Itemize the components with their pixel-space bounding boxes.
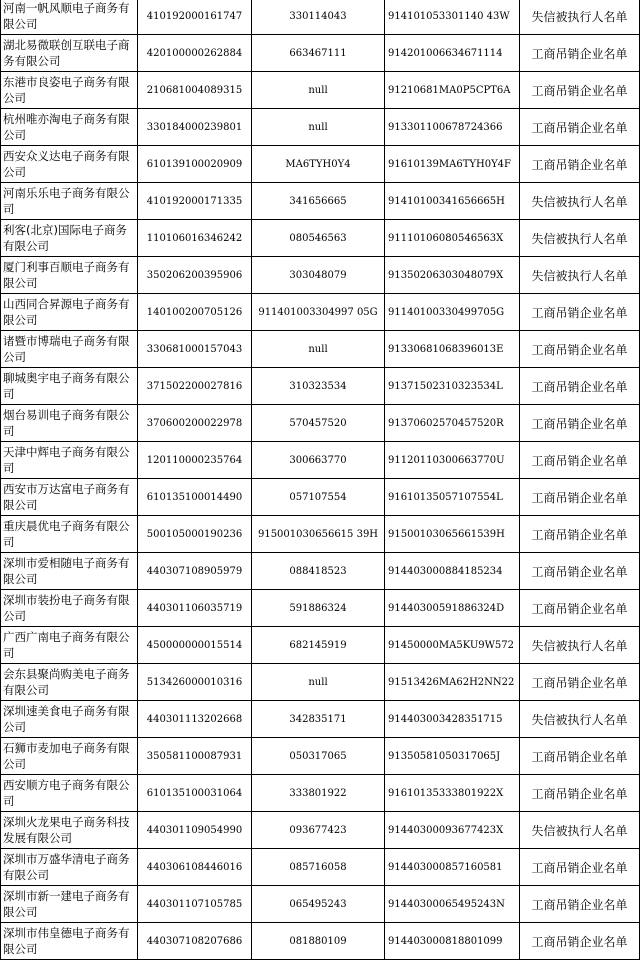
list-status-cell: 失信被执行人名单 <box>520 0 640 35</box>
organization-code-cell: 915001030656615 39H <box>252 516 385 553</box>
table-row <box>1 775 640 812</box>
table-row <box>1 294 640 331</box>
registration-number-cell: 330681000157043 <box>138 331 252 368</box>
list-status-cell: 工商吊销企业名单 <box>520 368 640 405</box>
credit-code-cell: 91450000MA5KU9W572 <box>385 627 520 664</box>
organization-code-cell: 057107554 <box>252 479 385 516</box>
registration-number-cell: 420100000262884 <box>138 35 252 72</box>
company-table-body <box>1 0 640 960</box>
list-status-cell: 工商吊销企业名单 <box>520 479 640 516</box>
list-status-cell: 工商吊销企业名单 <box>520 442 640 479</box>
credit-code-cell: 91110106080546563X <box>385 220 520 257</box>
credit-code-cell: 91440300591886324D <box>385 590 520 627</box>
company-name-cell: 深圳市万盛华清电子商务有限公司 <box>1 849 138 886</box>
table-row <box>1 72 640 109</box>
organization-code-cell: null <box>252 664 385 701</box>
credit-code-cell: 91330681068396013E <box>385 331 520 368</box>
credit-code-cell: 91610139MA6TYH0Y4F <box>385 146 520 183</box>
organization-code-cell: 342835171 <box>252 701 385 738</box>
list-status-cell: 工商吊销企业名单 <box>520 146 640 183</box>
table-row <box>1 183 640 220</box>
registration-number-cell: 350581100087931 <box>138 738 252 775</box>
list-status-cell: 工商吊销企业名单 <box>520 553 640 590</box>
organization-code-cell: MA6TYH0Y4 <box>252 146 385 183</box>
registration-number-cell: 140100200705126 <box>138 294 252 331</box>
company-name-cell: 山西同合昇源电子商务有限公司 <box>1 294 138 331</box>
table-row <box>1 479 640 516</box>
organization-code-cell: 081880109 <box>252 923 385 960</box>
organization-code-cell: 050317065 <box>252 738 385 775</box>
table-row <box>1 257 640 294</box>
table-row <box>1 220 640 257</box>
registration-number-cell: 371502200027816 <box>138 368 252 405</box>
credit-code-cell: 91410100341656665H <box>385 183 520 220</box>
table-row <box>1 886 640 923</box>
organization-code-cell: 330114043 <box>252 0 385 35</box>
registration-number-cell: 440307108905979 <box>138 553 252 590</box>
company-name-cell: 厦门利事百顺电子商务有限公司 <box>1 257 138 294</box>
organization-code-cell: 080546563 <box>252 220 385 257</box>
registration-number-cell: 610135100031064 <box>138 775 252 812</box>
list-status-cell: 失信被执行人名单 <box>520 812 640 849</box>
list-status-cell: 失信被执行人名单 <box>520 701 640 738</box>
table-row <box>1 331 640 368</box>
company-name-cell: 西安顺方电子商务有限公司 <box>1 775 138 812</box>
list-status-cell: 工商吊销企业名单 <box>520 590 640 627</box>
credit-code-cell: 91500103065661539H <box>385 516 520 553</box>
registration-number-cell: 440307108207686 <box>138 923 252 960</box>
list-status-cell: 工商吊销企业名单 <box>520 923 640 960</box>
credit-code-cell: 91120110300663770U <box>385 442 520 479</box>
list-status-cell: 工商吊销企业名单 <box>520 849 640 886</box>
credit-code-cell: 91350581050317065J <box>385 738 520 775</box>
list-status-cell: 工商吊销企业名单 <box>520 294 640 331</box>
organization-code-cell: null <box>252 72 385 109</box>
company-name-cell: 利客(北京)国际电子商务有限公司 <box>1 220 138 257</box>
registration-number-cell: 450000000015514 <box>138 627 252 664</box>
organization-code-cell: null <box>252 109 385 146</box>
list-status-cell: 工商吊销企业名单 <box>520 516 640 553</box>
registration-number-cell: 330184000239801 <box>138 109 252 146</box>
registration-number-cell: 370600200022978 <box>138 405 252 442</box>
company-name-cell: 天津中辉电子商务有限公司 <box>1 442 138 479</box>
company-name-cell: 深圳速美食电子商务有限公司 <box>1 701 138 738</box>
credit-code-cell: 914403000857160581 <box>385 849 520 886</box>
registration-number-cell: 440301106035719 <box>138 590 252 627</box>
table-row <box>1 812 640 849</box>
organization-code-cell: null <box>252 331 385 368</box>
credit-code-cell: 91371502310323534L <box>385 368 520 405</box>
table-row <box>1 516 640 553</box>
organization-code-cell: 300663770 <box>252 442 385 479</box>
list-status-cell: 工商吊销企业名单 <box>520 405 640 442</box>
company-name-cell: 河南一帆风顺电子商务有限公司 <box>1 0 138 35</box>
list-status-cell: 失信被执行人名单 <box>520 220 640 257</box>
organization-code-cell: 911401003304997 05G <box>252 294 385 331</box>
list-status-cell: 失信被执行人名单 <box>520 627 640 664</box>
table-row <box>1 701 640 738</box>
list-status-cell: 工商吊销企业名单 <box>520 35 640 72</box>
organization-code-cell: 093677423 <box>252 812 385 849</box>
company-name-cell: 杭州唯亦淘电子商务有限公司 <box>1 109 138 146</box>
company-name-cell: 深圳市装扮电子商务有限公司 <box>1 590 138 627</box>
organization-code-cell: 663467111 <box>252 35 385 72</box>
organization-code-cell: 333801922 <box>252 775 385 812</box>
registration-number-cell: 440301113202668 <box>138 701 252 738</box>
credit-code-cell: 91440300065495243N <box>385 886 520 923</box>
registration-number-cell: 210681004089315 <box>138 72 252 109</box>
registration-number-cell: 440301107105785 <box>138 886 252 923</box>
registration-number-cell: 610135100014490 <box>138 479 252 516</box>
registration-number-cell: 120110000235764 <box>138 442 252 479</box>
registration-number-cell: 110106016346242 <box>138 220 252 257</box>
table-row <box>1 590 640 627</box>
list-status-cell: 工商吊销企业名单 <box>520 775 640 812</box>
credit-code-cell: 914403000818801099 <box>385 923 520 960</box>
table-row <box>1 146 640 183</box>
registration-number-cell: 500105000190236 <box>138 516 252 553</box>
registration-number-cell: 410192000161747 <box>138 0 252 35</box>
organization-code-cell: 085716058 <box>252 849 385 886</box>
organization-code-cell: 570457520 <box>252 405 385 442</box>
credit-code-cell: 913301100678724366 <box>385 109 520 146</box>
list-status-cell: 工商吊销企业名单 <box>520 886 640 923</box>
company-name-cell: 烟台易训电子商务有限公司 <box>1 405 138 442</box>
credit-code-cell: 91513426MA62H2NN22 <box>385 664 520 701</box>
company-name-cell: 西安众义达电子商务有限公司 <box>1 146 138 183</box>
company-name-cell: 聊城奥宇电子商务有限公司 <box>1 368 138 405</box>
table-row <box>1 405 640 442</box>
registration-number-cell: 513426000010316 <box>138 664 252 701</box>
registration-number-cell: 440306108446016 <box>138 849 252 886</box>
credit-code-cell: 914101053301140 43W <box>385 0 520 35</box>
company-name-cell: 西安市万达富电子商务有限公司 <box>1 479 138 516</box>
organization-code-cell: 088418523 <box>252 553 385 590</box>
company-name-cell: 深圳市新一建电子商务有限公司 <box>1 886 138 923</box>
company-name-cell: 湖北易微联创互联电子商务有限公司 <box>1 35 138 72</box>
credit-code-cell: 91350206303048079X <box>385 257 520 294</box>
list-status-cell: 失信被执行人名单 <box>520 257 640 294</box>
credit-code-cell: 91140100330499705G <box>385 294 520 331</box>
company-name-cell: 重庆晨优电子商务有限公司 <box>1 516 138 553</box>
table-row <box>1 849 640 886</box>
credit-code-cell: 91370602570457520R <box>385 405 520 442</box>
table-row <box>1 368 640 405</box>
organization-code-cell: 682145919 <box>252 627 385 664</box>
credit-code-cell: 91610135333801922X <box>385 775 520 812</box>
table-row <box>1 923 640 960</box>
list-status-cell: 工商吊销企业名单 <box>520 109 640 146</box>
company-name-cell: 河南乐乐电子商务有限公司 <box>1 183 138 220</box>
organization-code-cell: 591886324 <box>252 590 385 627</box>
list-status-cell: 工商吊销企业名单 <box>520 72 640 109</box>
company-name-cell: 石狮市麦加电子商务有限公司 <box>1 738 138 775</box>
table-row <box>1 442 640 479</box>
table-row <box>1 738 640 775</box>
company-name-cell: 东港市良姿电子商务有限公司 <box>1 72 138 109</box>
credit-code-cell: 914403003428351715 <box>385 701 520 738</box>
table-row <box>1 0 640 35</box>
credit-code-cell: 91440300093677423X <box>385 812 520 849</box>
registration-number-cell: 410192000171335 <box>138 183 252 220</box>
company-name-cell: 深圳市伟皇德电子商务有限公司 <box>1 923 138 960</box>
list-status-cell: 失信被执行人名单 <box>520 183 640 220</box>
table-row <box>1 109 640 146</box>
organization-code-cell: 341656665 <box>252 183 385 220</box>
company-name-cell: 深圳火龙果电子商务科技发展有限公司 <box>1 812 138 849</box>
organization-code-cell: 065495243 <box>252 886 385 923</box>
company-name-cell: 深圳市爱相随电子商务有限公司 <box>1 553 138 590</box>
list-status-cell: 工商吊销企业名单 <box>520 664 640 701</box>
credit-code-cell: 914201006634671114 <box>385 35 520 72</box>
credit-code-cell: 914403000884185234 <box>385 553 520 590</box>
list-status-cell: 工商吊销企业名单 <box>520 738 640 775</box>
company-name-cell: 诸暨市博瑞电子商务有限公司 <box>1 331 138 368</box>
company-name-cell: 会东县聚尚购美电子商务有限公司 <box>1 664 138 701</box>
table-row <box>1 35 640 72</box>
organization-code-cell: 310323534 <box>252 368 385 405</box>
credit-code-cell: 91610135057107554L <box>385 479 520 516</box>
table-row <box>1 627 640 664</box>
company-name-cell: 广西广南电子商务有限公司 <box>1 627 138 664</box>
credit-code-cell: 91210681MA0P5CPT6A <box>385 72 520 109</box>
registration-number-cell: 610139100020909 <box>138 146 252 183</box>
organization-code-cell: 303048079 <box>252 257 385 294</box>
table-row <box>1 664 640 701</box>
registration-number-cell: 440301109054990 <box>138 812 252 849</box>
table-row <box>1 553 640 590</box>
list-status-cell: 工商吊销企业名单 <box>520 331 640 368</box>
registration-number-cell: 350206200395906 <box>138 257 252 294</box>
